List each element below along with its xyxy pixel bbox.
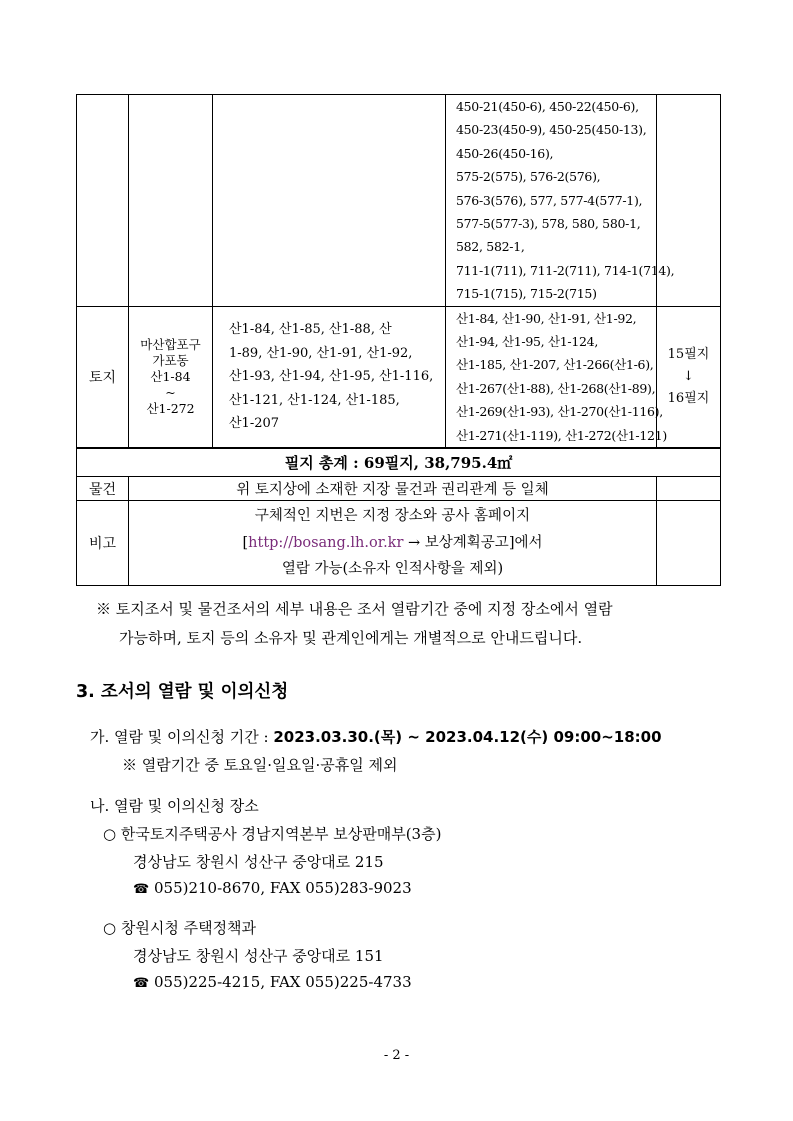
table-row xyxy=(77,477,721,501)
period-exclusion-note: ※ 열람기간 중 토요일·일요일·공휴일 제외 xyxy=(122,756,398,774)
table-row xyxy=(77,501,721,586)
notice-note: ※ 토지조서 및 물건조서의 세부 내용은 조서 열람기간 중에 지정 장소에서 열람 가능하며, 토지 등의 소유자 및 관계인에게는 개별적으로 안내드립니다. xyxy=(96,600,613,647)
phone-icon: ☎ xyxy=(133,882,150,897)
phone-icon: ☎ xyxy=(133,976,150,991)
period-dates: 2023.03.30.(목) ~ 2023.04.12(수) 09:00~18:00 xyxy=(273,728,662,746)
page-number: - 2 - xyxy=(383,1048,410,1063)
remarks-label: 비고 xyxy=(77,501,129,586)
inspection-period: 가. 열람 및 이의신청 기간 : 2023.03.30.(목) ~ 2023.04.12(수) 09:00~18:00 xyxy=(90,728,662,746)
goods-label: 물건 xyxy=(77,477,129,501)
section-heading: 3. 조서의 열람 및 이의신청 xyxy=(76,682,289,702)
table-row xyxy=(77,95,721,307)
location-heading: 나. 열람 및 이의신청 장소 xyxy=(90,797,259,815)
place-lh-contact: ☎ 055)210-8670, FAX 055)283-9023 xyxy=(133,879,412,897)
location-cell: 마산합포구 가포동 산1-84 ~ 산1-272 xyxy=(129,306,213,448)
down-arrow-icon: ↓ xyxy=(683,368,694,384)
table-row xyxy=(77,306,721,448)
parcel-count-change: 15필지 ↓ 16필지 xyxy=(657,306,721,448)
remarks-text: 구체적인 지번은 지정 장소와 공사 홈페이지 [http://bosang.lh.or.kr → 보상계획공고]에서 열람 가능(소유자 인적사항을 제외) xyxy=(129,501,657,586)
place-lh-name: ○ 한국토지주택공사 경남지역본부 보상판매부(3층) xyxy=(103,825,442,843)
place-lh-address: 경상남도 창원시 성산구 중앙대로 215 xyxy=(133,853,384,871)
lot-numbers-cell: 산1-84, 산1-85, 산1-88, 산 1-89, 산1-90, 산1-91, 산1-92, 산1-93, 산1-94, 산1-95, 산1-116, 산1-121, 산1-124, 산1-185, 산1-207 xyxy=(213,306,446,448)
parcel-list-cell: 산1-84, 산1-90, 산1-91, 산1-92, 산1-94, 산1-95, 산1-124, 산1-185, 산1-207, 산1-266(산1-6), 산1-267(산1-88), 산1-268(산1-89), 산1-269(산1-93), 산1-270(산1-116), 산1-271(산1-119), 산1-272(산1-121) xyxy=(446,306,657,448)
homepage-link[interactable]: http://bosang.lh.or.kr xyxy=(248,534,404,551)
land-survey-table xyxy=(76,94,721,586)
place-city-address: 경상남도 창원시 성산구 중앙대로 151 xyxy=(133,947,384,965)
table-row xyxy=(77,448,721,477)
place-city-name: ○ 창원시청 주택정책과 xyxy=(103,919,257,937)
parcel-total: 필지 총계 : 69필지, 38,795.4㎡ xyxy=(77,448,721,477)
goods-text: 위 토지상에 소재한 지장 물건과 권리관계 등 일체 xyxy=(129,477,657,501)
place-city-contact: ☎ 055)225-4215, FAX 055)225-4733 xyxy=(133,973,412,991)
parcel-list-cell: 450-21(450-6), 450-22(450-6), 450-23(450-9), 450-25(450-13), 450-26(450-16), 575-2(575), 576-2(576), 576-3(576), 577, 577-4(577-1), 577-5(577-3), 578, 580, 580-1, 582, 582-1, 711-1(711), 711-2(711), 714-1(714), 715-1(715), 715-2(715) xyxy=(446,95,657,307)
category-cell: 토지 xyxy=(77,306,129,448)
